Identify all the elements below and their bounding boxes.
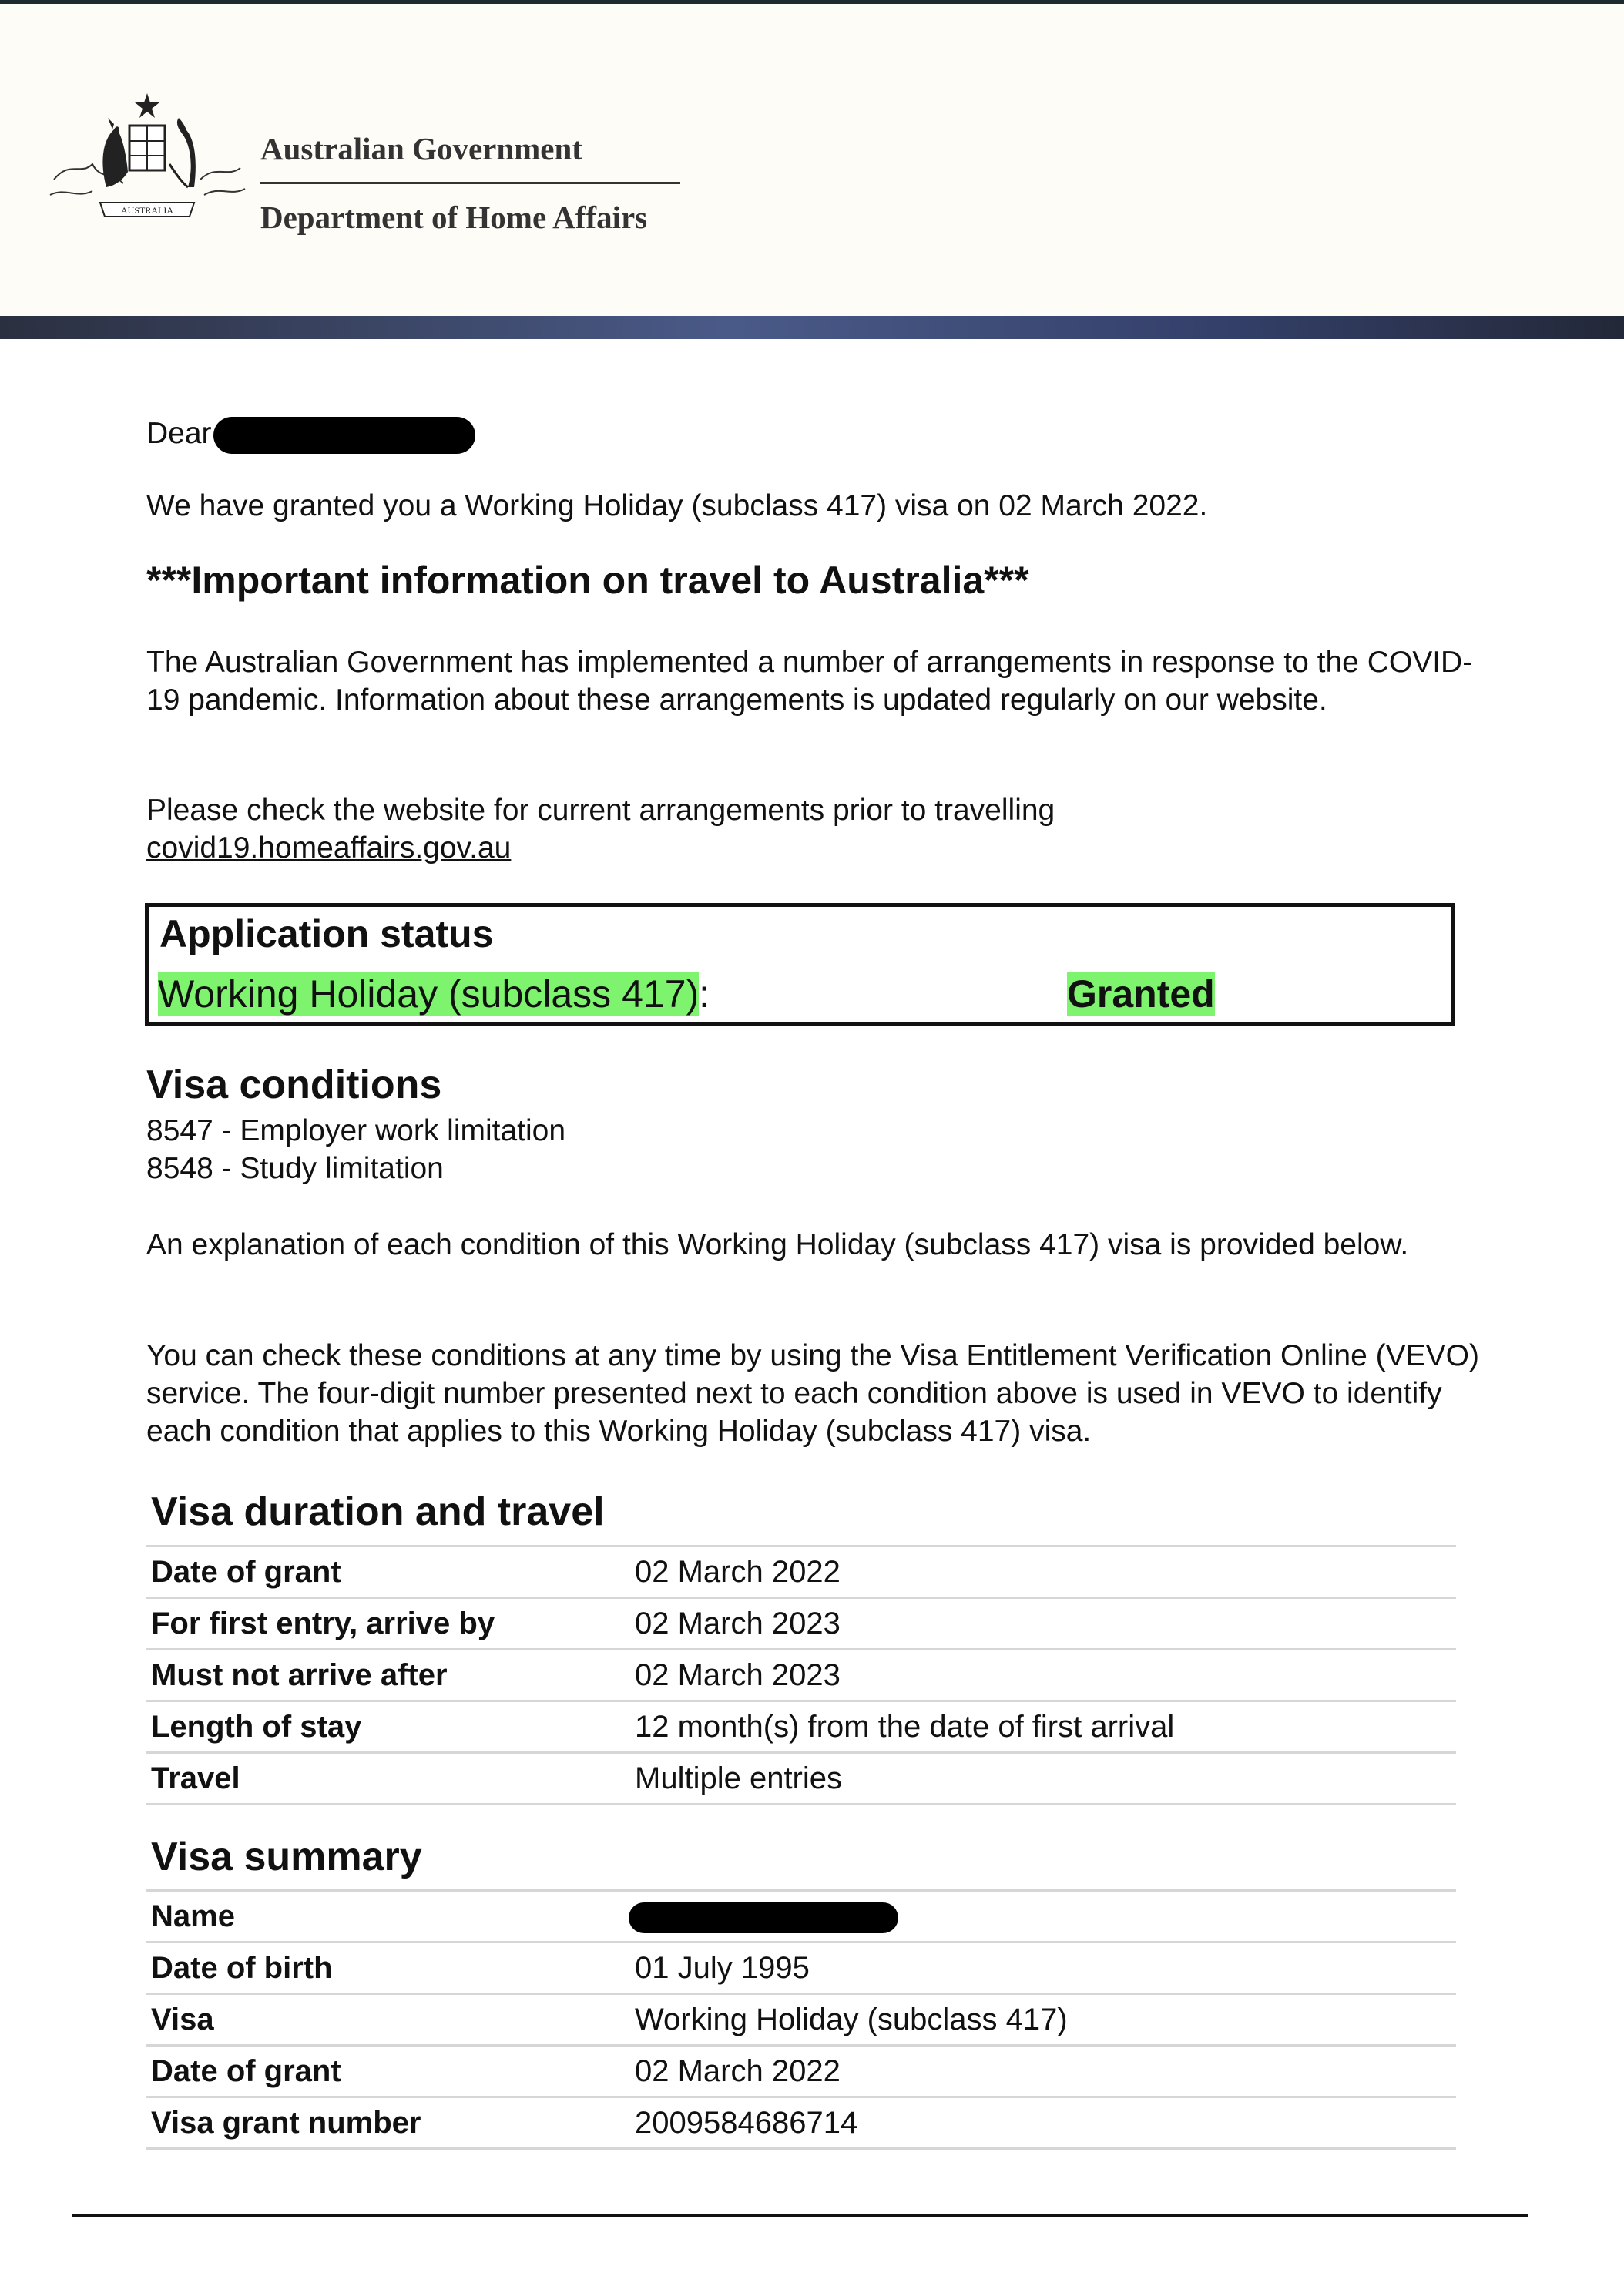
visa-duration-heading: Visa duration and travel (151, 1489, 605, 1534)
condition-item: 8548 - Study limitation (146, 1152, 444, 1185)
status-visa-label: Working Holiday (subclass 417): (158, 972, 710, 1016)
application-status-box (145, 903, 1455, 1026)
visa-duration-table (146, 1545, 1456, 1805)
table-row: Name (146, 1892, 1456, 1943)
application-status-title: Application status (159, 912, 494, 955)
letterhead-divider (260, 182, 680, 184)
vevo-paragraph: You can check these conditions at any time by using the Visa Entitlement Verification Online (VEVO) service. The four-digit number presented next to each condition above is used in VEVO to identify each condition that applies to this Working Holiday (subclass 417) visa. (146, 1339, 1479, 1448)
redacted-name (629, 1902, 898, 1933)
header-band (0, 316, 1624, 339)
salutation: Dear (146, 415, 475, 454)
important-heading: ***Important information on travel to Australia*** (146, 559, 1029, 602)
grant-sentence: We have granted you a Working Holiday (subclass 417) visa on 02 March 2022. (146, 489, 1208, 522)
visa-summary-table (146, 1889, 1456, 2150)
table-row: Date of grant 02 March 2022 (146, 2047, 1456, 2098)
conditions-explanation: An explanation of each condition of this Working Holiday (subclass 417) visa is provided below. (146, 1228, 1409, 1261)
covid-paragraph: The Australian Government has implemented a number of arrangements in response to the COVID-19 pandemic. Information about these arrangements is updated regularly on our website. (146, 646, 1473, 717)
table-row: Date of grant 02 March 2022 (146, 1547, 1456, 1599)
star-icon (135, 93, 159, 118)
redacted-name (213, 417, 475, 454)
condition-item: 8547 - Employer work limitation (146, 1114, 566, 1147)
covid-website-link[interactable]: covid19.homeaffairs.gov.au (146, 831, 512, 865)
letterhead (0, 4, 1624, 316)
table-row: For first entry, arrive by 02 March 2023 (146, 1599, 1456, 1650)
table-row: Travel Multiple entries (146, 1754, 1456, 1805)
status-granted-value: Granted (1067, 972, 1215, 1016)
visa-conditions-heading: Visa conditions (146, 1063, 442, 1107)
government-title: Australian Government (260, 131, 582, 166)
table-row: Date of birth 01 July 1995 (146, 1943, 1456, 1995)
table-row: Visa grant number 2009584686714 (146, 2098, 1456, 2150)
check-website-text: Please check the website for current arrangements prior to travelling covid19.homeaffairs.gov.au (146, 794, 1055, 865)
svg-text:AUSTRALIA: AUSTRALIA (121, 205, 173, 216)
visa-summary-heading: Visa summary (151, 1835, 422, 1879)
table-row: Length of stay 12 month(s) from the date of first arrival (146, 1702, 1456, 1754)
department-title: Department of Home Affairs (260, 200, 648, 235)
coat-of-arms-icon (46, 87, 248, 241)
footer-divider (72, 2214, 1528, 2217)
table-row: Visa Working Holiday (subclass 417) (146, 1995, 1456, 2047)
table-row: Must not arrive after 02 March 2023 (146, 1650, 1456, 1702)
